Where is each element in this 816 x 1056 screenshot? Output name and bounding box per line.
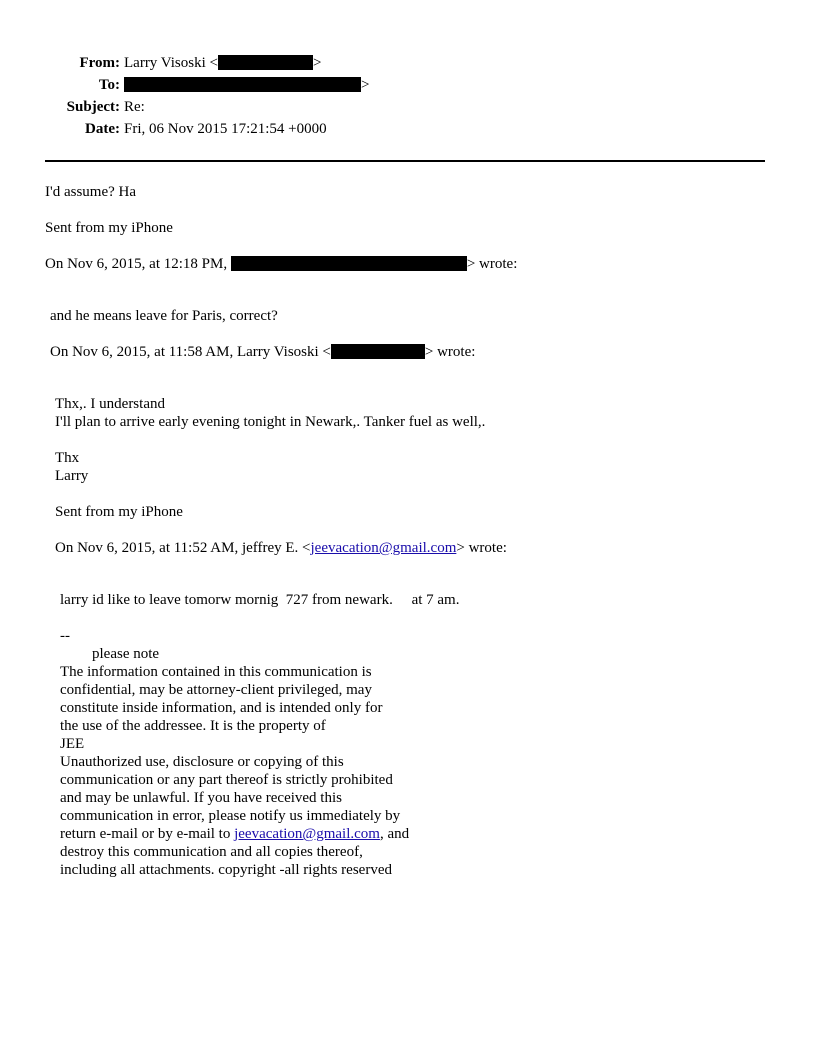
reply-text: I'll plan to arrive early evening tonight in Newark,. Tanker fuel as well,.: [55, 414, 486, 430]
disclaimer-line: the use of the addressee. It is the property of: [60, 718, 326, 734]
disclaimer-text: return e-mail or by e-mail to: [60, 826, 235, 842]
reply-text: I'd assume? Ha: [45, 184, 137, 200]
header-subject: [0, 98, 816, 116]
disclaimer-line: [60, 825, 409, 843]
email-link[interactable]: jeevacation@gmail.com: [310, 540, 457, 556]
disclaimer-line: Unauthorized use, disclosure or copying of this: [60, 754, 344, 770]
disclaimer-line: communication in error, please notify us immediately by: [60, 808, 401, 824]
disclaimer-text: , and: [379, 826, 410, 842]
disclaimer-line: including all attachments. copyright -all rights reserved: [60, 862, 392, 878]
disclaimer: [60, 663, 409, 879]
from-suffix: >: [312, 55, 322, 71]
disclaimer-line: JEE: [60, 736, 85, 752]
disclaimer-line: confidential, may be attorney-client privileged, may: [60, 682, 372, 698]
subject-value: Re:: [124, 99, 145, 115]
header-divider: [45, 160, 765, 162]
please-note: please note: [92, 646, 160, 662]
from-label: From:: [79, 55, 120, 71]
from-value: [124, 54, 321, 72]
quote-prefix: On Nov 6, 2015, at 12:18 PM,: [45, 256, 228, 272]
reply-text: and he means leave for Paris, correct?: [50, 308, 278, 324]
redaction-block: [124, 77, 361, 92]
reply-text: Thx: [55, 450, 80, 466]
disclaimer-line: destroy this communication and all copies thereof,: [60, 844, 363, 860]
quote-suffix: > wrote:: [466, 256, 518, 272]
quote-header: [45, 255, 517, 273]
email-link[interactable]: jeevacation@gmail.com: [234, 826, 380, 842]
reply-text: Larry: [55, 468, 89, 484]
redaction-block: [218, 55, 313, 70]
header-from: [0, 54, 816, 72]
redaction-block: [331, 344, 425, 359]
signature: Sent from my iPhone: [55, 504, 183, 520]
date-label: Date:: [85, 121, 120, 137]
to-label: To:: [98, 77, 120, 93]
redaction-block: [231, 256, 467, 271]
to-suffix: >: [361, 77, 370, 93]
original-message: larry id like to leave tomorw mornig 727 from newark. at 7 am.: [60, 592, 460, 608]
header-to: [0, 76, 816, 94]
quote-header: [50, 343, 475, 361]
from-name: Larry Visoski <: [124, 55, 218, 71]
header-date: [0, 120, 816, 138]
quote-suffix: > wrote:: [456, 540, 507, 556]
disclaimer-line: communication or any part thereof is strictly prohibited: [60, 772, 393, 788]
signature-dash: --: [60, 628, 70, 644]
quote-prefix: On Nov 6, 2015, at 11:58 AM, Larry Visoski <: [50, 344, 331, 360]
disclaimer-line: and may be unlawful. If you have received this: [60, 790, 342, 806]
quote-suffix: > wrote:: [424, 344, 476, 360]
disclaimer-line: constitute inside information, and is intended only for: [60, 700, 383, 716]
quote-prefix: On Nov 6, 2015, at 11:52 AM, jeffrey E. <: [55, 540, 311, 556]
to-value: [124, 76, 369, 94]
signature: Sent from my iPhone: [45, 220, 173, 236]
quote-header: [55, 539, 507, 557]
date-value: Fri, 06 Nov 2015 17:21:54 +0000: [124, 121, 327, 137]
reply-text: Thx,. I understand: [55, 396, 165, 412]
disclaimer-line: The information contained in this communication is: [60, 664, 372, 680]
subject-label: Subject:: [66, 99, 120, 115]
